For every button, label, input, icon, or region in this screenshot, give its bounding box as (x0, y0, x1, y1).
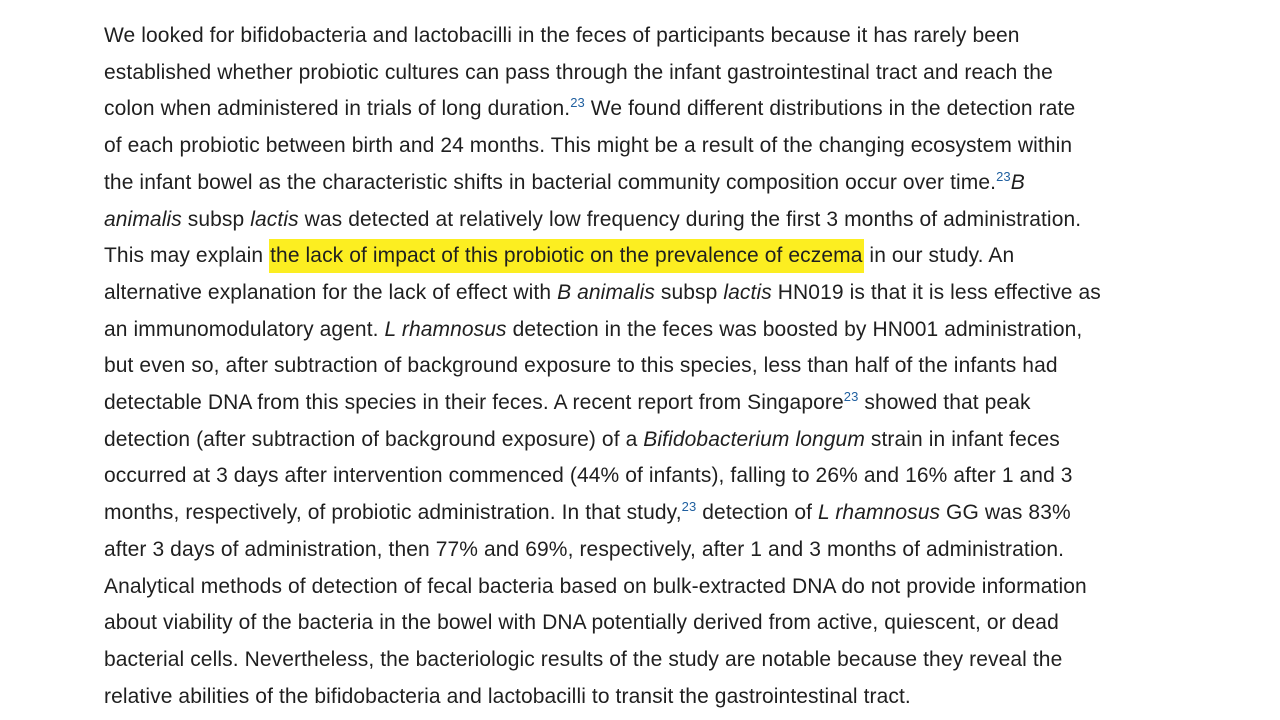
paragraph-line (104, 91, 1204, 128)
text-run: subsp (654, 280, 724, 304)
paragraph-line (104, 642, 1204, 679)
text-run: HN019 is that it is less effective as (771, 280, 1101, 304)
text-run: about viability of the bacteria in the bowel with DNA potentially derived from active, quiescent, or dead (104, 611, 1059, 635)
paragraph-line (104, 165, 1204, 202)
text-run: in our study. An (863, 244, 1015, 268)
paragraph-line (104, 275, 1204, 312)
paragraph-line (104, 128, 1204, 165)
italic-species-name: B animalis (557, 280, 655, 304)
text-run: strain in infant feces (864, 427, 1060, 451)
paragraph-line (104, 532, 1204, 569)
paragraph-line (104, 458, 1204, 495)
citation-link[interactable]: 23 (570, 95, 585, 111)
italic-species-name: Bifidobacterium longum (643, 427, 865, 451)
text-run: relative abilities of the bifidobacteria and lactobacilli to transit the gastrointestinal tract. (104, 684, 911, 708)
text-run: months, respectively, of probiotic administration. In that study, (104, 501, 682, 525)
text-run: detection in the feces was boosted by HN001 administration, (506, 317, 1083, 341)
text-run: detection (after subtraction of background exposure) of a (104, 427, 644, 451)
italic-species-name: animalis (104, 207, 182, 231)
text-run: bacterial cells. Nevertheless, the bacteriologic results of the study are notable because they reveal the (104, 647, 1063, 671)
text-run: detection of (696, 501, 818, 525)
text-run: was detected at relatively low frequency during the first 3 months of administration. (298, 207, 1082, 231)
text-run: detectable DNA from this species in their feces. A recent report from Singapore (104, 391, 844, 415)
text-run: an immunomodulatory agent. (104, 317, 385, 341)
paragraph-line (104, 679, 1204, 716)
italic-species-name: L rhamnosus (817, 501, 941, 525)
text-run: showed that peak (858, 391, 1031, 415)
text-run: colon when administered in trials of long duration. (104, 97, 571, 121)
text-run: We looked for bifidobacteria and lactobacilli in the feces of participants because it has rarely been (104, 24, 1020, 47)
italic-species-name: lactis (723, 280, 772, 304)
paragraph-line (104, 348, 1204, 385)
text-run: We found different distributions in the detection rate (584, 97, 1076, 121)
paragraph-line (104, 18, 1204, 55)
text-run: established whether probiotic cultures can pass through the infant gastrointestinal tract and reach the (104, 60, 1053, 84)
paragraph-line (104, 312, 1204, 349)
citation-link[interactable]: 23 (681, 499, 697, 515)
text-run: the infant bowel as the characteristic shifts in bacterial community composition occur over time. (104, 170, 997, 194)
italic-species-name: B (1010, 170, 1025, 194)
citation-link[interactable]: 23 (843, 389, 859, 405)
text-run: but even so, after subtraction of background exposure to this species, less than half of the infants had (104, 354, 1058, 378)
citation-link[interactable]: 23 (996, 168, 1011, 184)
article-paragraph (104, 18, 1204, 715)
paragraph-line (104, 569, 1204, 606)
paragraph-line (104, 238, 1204, 275)
paragraph-line (104, 422, 1204, 459)
italic-species-name: lactis (250, 207, 299, 231)
text-run: of each probiotic between birth and 24 months. This might be a result of the changing ecosystem within (104, 134, 1073, 158)
text-run: alternative explanation for the lack of effect with (104, 280, 558, 304)
text-run: This may explain (104, 244, 270, 268)
paragraph-line (104, 55, 1204, 92)
text-run: Analytical methods of detection of fecal bacteria based on bulk-extracted DNA do not provide information (104, 574, 1087, 598)
italic-species-name: L rhamnosus (384, 317, 507, 341)
paragraph-line (104, 385, 1204, 422)
text-run: subsp (181, 207, 251, 231)
text-run: after 3 days of administration, then 77% and 69%, respectively, after 1 and 3 months of administration. (104, 537, 1065, 561)
text-run: GG was 83% (940, 501, 1071, 525)
highlighted-text: the lack of impact of this probiotic on the prevalence of eczema (269, 239, 863, 273)
paragraph-line (104, 495, 1204, 532)
text-run: occurred at 3 days after intervention commenced (44% of infants), falling to 26% and 16% after 1 and 3 (104, 464, 1073, 488)
paragraph-line (104, 605, 1204, 642)
paragraph-line (104, 202, 1204, 239)
